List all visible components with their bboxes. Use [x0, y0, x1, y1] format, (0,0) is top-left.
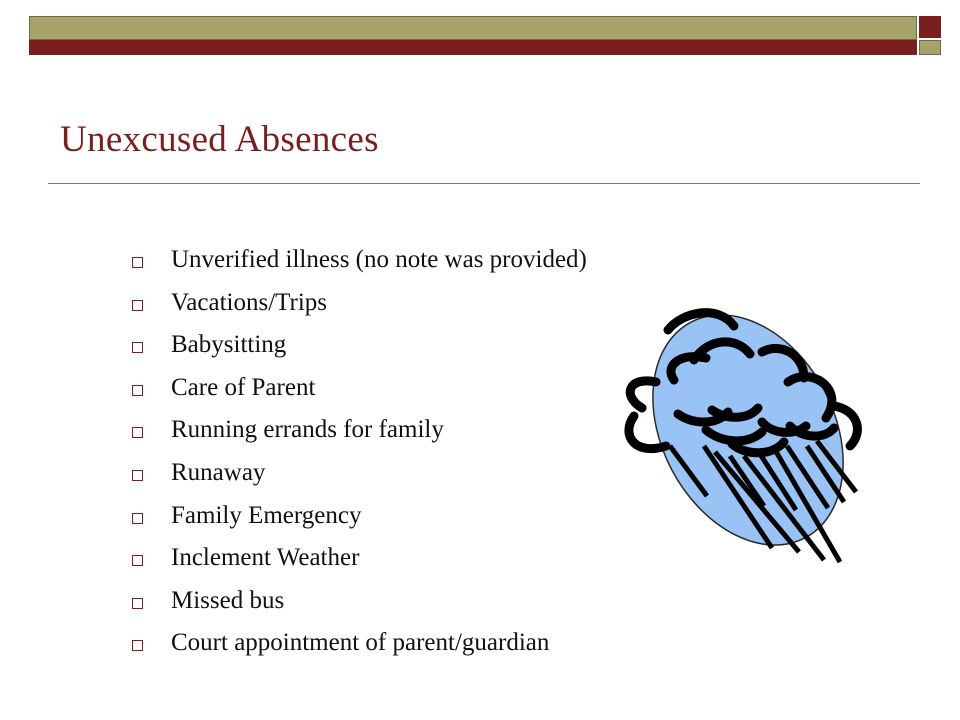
hollow-square-icon — [132, 342, 143, 353]
hollow-square-icon — [132, 470, 143, 481]
hollow-square-icon — [132, 385, 143, 396]
list-item — [132, 459, 587, 502]
hollow-square-icon — [132, 640, 143, 651]
list-item-text: Running errands for family — [171, 416, 444, 444]
header-corner-maroon — [919, 16, 941, 38]
list-item — [132, 289, 587, 332]
list-item — [132, 331, 587, 374]
list-item-text: Runaway — [171, 458, 266, 486]
list-item — [132, 587, 587, 630]
list-item-text: Care of Parent — [171, 373, 316, 401]
list-item-text: Inclement Weather — [171, 544, 360, 572]
hollow-square-icon — [132, 513, 143, 524]
list-item — [132, 246, 587, 289]
list-item-text: Babysitting — [171, 331, 287, 359]
list-item — [132, 374, 587, 417]
list-item-text: Unverified illness (no note was provided) — [171, 246, 587, 273]
list-item-text: Vacations/Trips — [171, 288, 328, 316]
header-corner-olive — [919, 40, 941, 55]
title-divider — [48, 183, 920, 184]
list-item-text: Missed bus — [171, 586, 285, 614]
rain-cloud-icon — [612, 296, 872, 571]
header-bar-olive — [29, 16, 917, 40]
list-item-text: Court appointment of parent/guardian — [171, 629, 550, 657]
hollow-square-icon — [132, 598, 143, 609]
bullet-list — [132, 246, 587, 672]
list-item-text: Family Emergency — [171, 501, 362, 529]
list-item — [132, 629, 587, 672]
slide-title: Unexcused Absences — [60, 119, 379, 160]
header-bar-maroon — [29, 40, 917, 55]
hollow-square-icon — [132, 555, 143, 566]
list-item — [132, 544, 587, 587]
hollow-square-icon — [132, 257, 143, 268]
hollow-square-icon — [132, 300, 143, 311]
hollow-square-icon — [132, 427, 143, 438]
list-item — [132, 502, 587, 545]
list-item — [132, 416, 587, 459]
